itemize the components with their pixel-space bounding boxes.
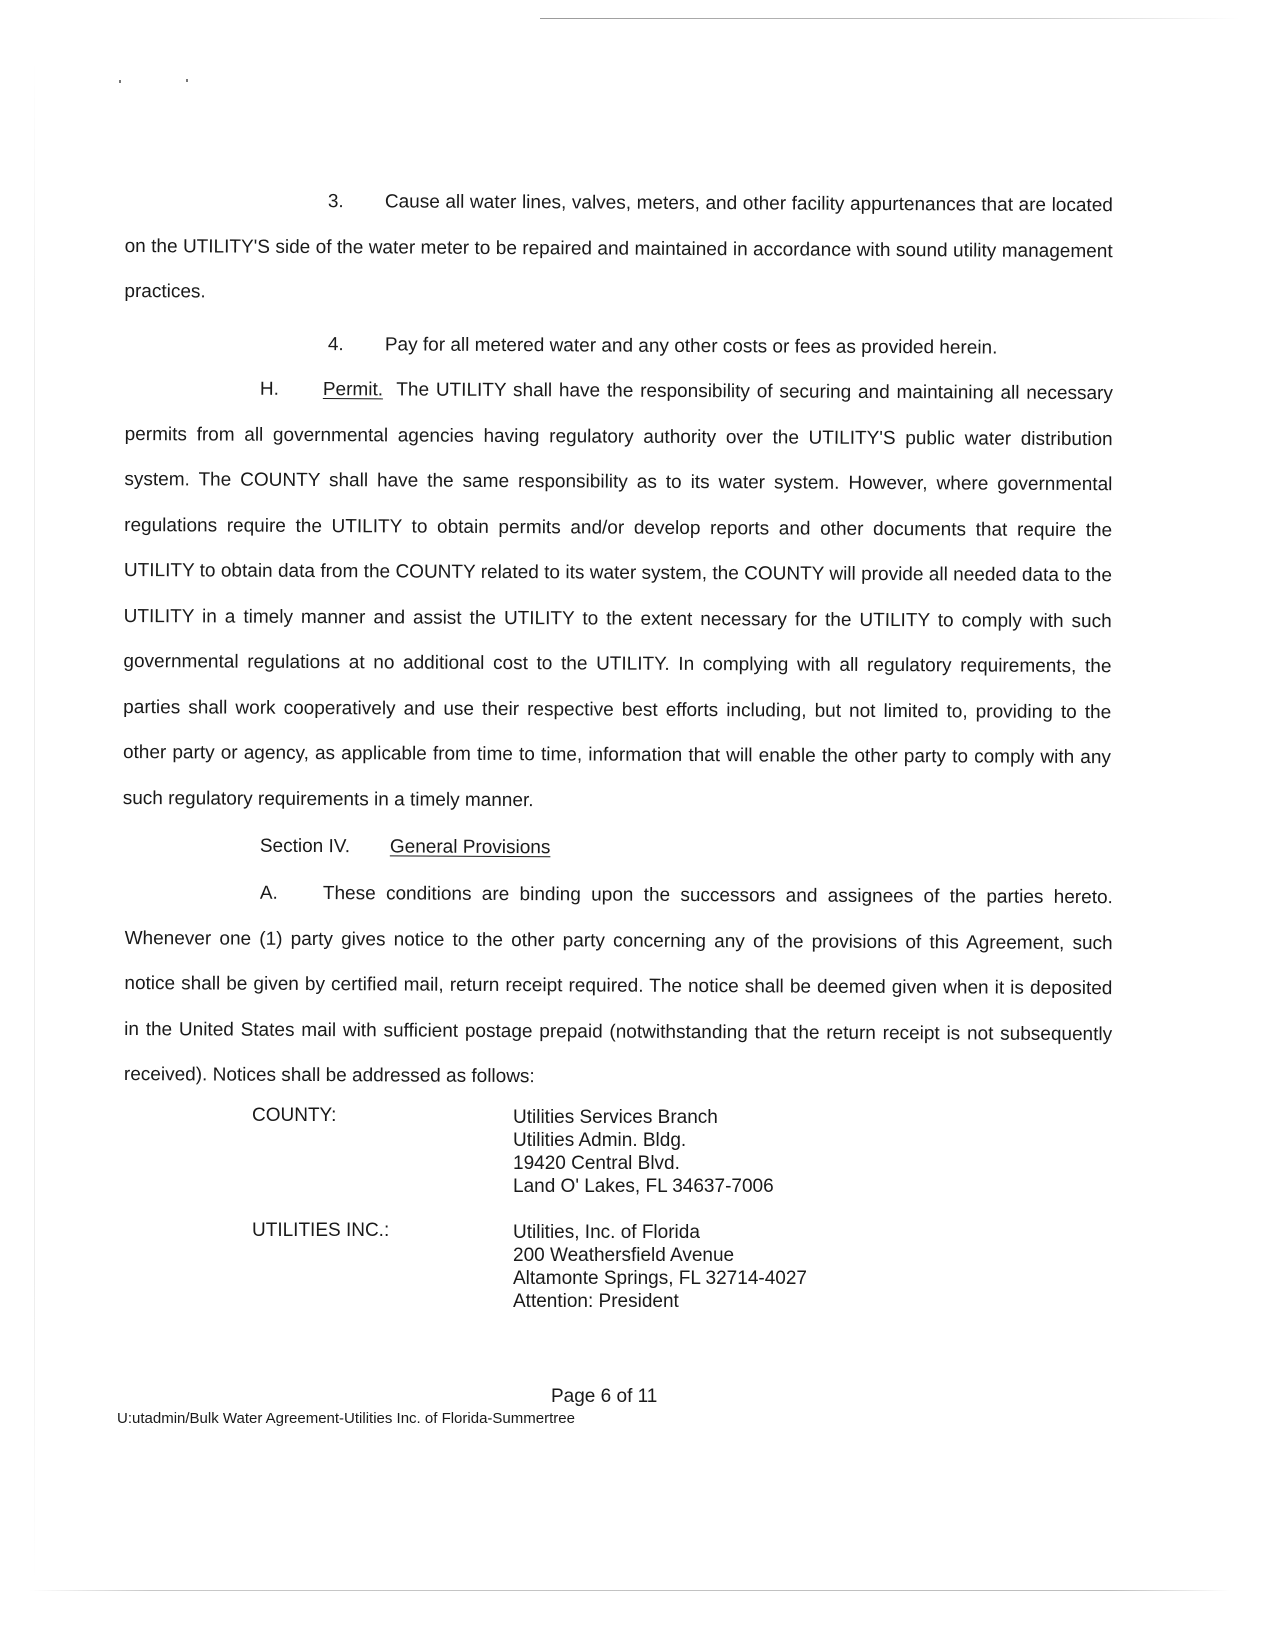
item-3-text: Cause all water lines, valves, meters, and other facility appurtenances that are located on the UTILITY'S side of the water meter to be repaired and maintained in accordance with sound utility management practices. bbox=[124, 191, 1113, 303]
section-iv-label: Section IV. bbox=[259, 835, 351, 858]
utilities-address-line: Utilities, Inc. of Florida bbox=[513, 1222, 700, 1243]
file-path: U:utadmin/Bulk Water Agreement-Utilities Inc. of Florida-Summertree bbox=[117, 1410, 575, 1427]
section-h-letter: H. bbox=[259, 378, 279, 400]
utilities-address-line: 200 Weathersfield Avenue bbox=[513, 1245, 735, 1266]
scan-speck bbox=[186, 79, 188, 82]
section-a-paragraph bbox=[124, 870, 1113, 1103]
item-3-paragraph bbox=[124, 178, 1113, 320]
section-h-paragraph bbox=[123, 366, 1113, 826]
section-a-text: These conditions are binding upon the successors and assignees of the parties hereto. Whenever one (1) party gives notice to the other party concerning any of the provisions of this Agreement, such notice shall be given by certified mail, return receipt required. The notice shall be deemed given when it is deposited in the United States mail with sufficient postage prepaid (notwithstanding that the return receipt is not subsequently received). Notices shall be addressed as follows: bbox=[123, 883, 1113, 1088]
item-3-number: 3. bbox=[327, 191, 344, 213]
county-address-line: Land O' Lakes, FL 34637-7006 bbox=[513, 1176, 774, 1197]
scan-edge-bottom bbox=[30, 1590, 1230, 1591]
county-address-line: Utilities Services Branch bbox=[513, 1107, 718, 1128]
section-h-text: The UTILITY shall have the responsibility of securing and maintaining all necessary permits from all governmental agencies having regulatory authority over the UTILITY'S public water distribution system. The COUNTY shall have the same responsibility as to its water system. However, where governmental regulations require the UTILITY to obtain permits and/or develop reports and other documents that require the UTILITY to obtain data from the COUNTY related to its water system, the COUNTY will provide all needed data to the UTILITY in a timely manner and assist the UTILITY to the extent necessary for the UTILITY to comply with such governmental regulations at no additional cost to the UTILITY. In complying with all regulatory requirements, the parties shall work cooperatively and use their respective best efforts including, but not limited to, providing to the other party or agency, as applicable from time to time, information that will enable the other party to comply with any such regulatory requirements in a timely manner. bbox=[122, 379, 1113, 811]
item-4-paragraph bbox=[125, 321, 1113, 372]
section-iv-title: General Provisions bbox=[389, 836, 551, 859]
item-4-number: 4. bbox=[327, 334, 344, 356]
item-4-text: Pay for all metered water and any other costs or fees as provided herein. bbox=[384, 334, 998, 359]
scan-speck bbox=[119, 80, 121, 83]
county-address-line: Utilities Admin. Bldg. bbox=[513, 1130, 687, 1151]
county-address-line: 19420 Central Blvd. bbox=[513, 1153, 680, 1174]
section-a-letter: A. bbox=[259, 882, 278, 904]
utilities-address bbox=[513, 1221, 807, 1313]
utilities-address-line: Altamonte Springs, FL 32714-4027 bbox=[513, 1268, 807, 1289]
utilities-label: UTILITIES INC.: bbox=[252, 1220, 390, 1241]
scan-edge-top bbox=[540, 18, 1240, 19]
page-number: Page 6 of 11 bbox=[551, 1386, 658, 1407]
county-label: COUNTY: bbox=[252, 1105, 337, 1126]
section-iv-heading bbox=[125, 823, 1113, 874]
scan-edge-left bbox=[34, 60, 35, 1580]
section-h-heading: Permit. bbox=[322, 379, 384, 401]
county-address bbox=[513, 1106, 774, 1198]
utilities-address-line: Attention: President bbox=[513, 1291, 679, 1312]
